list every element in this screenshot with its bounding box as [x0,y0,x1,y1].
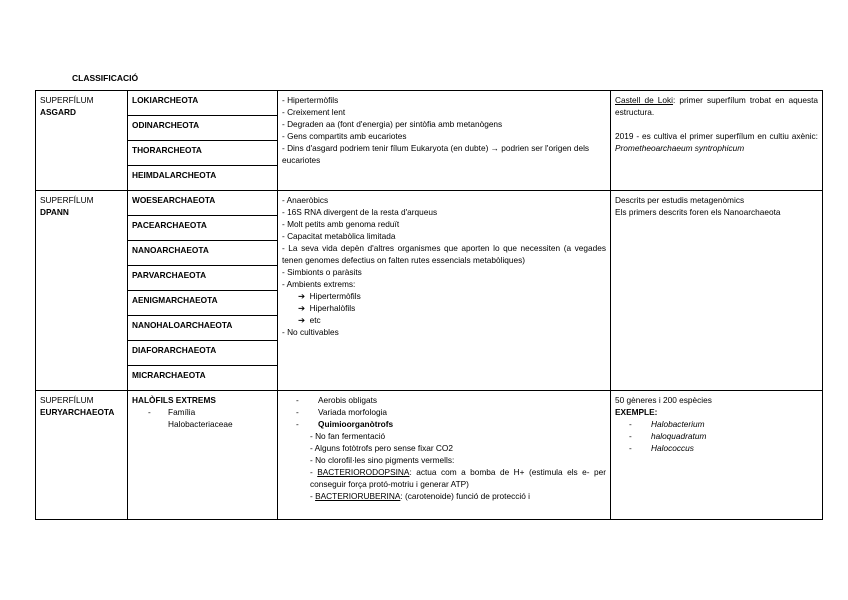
extreme-hipertermofils: ➔ Hipertermòfils [298,291,361,301]
family-name: Família Halobacteriaceae [168,407,233,429]
eury-traits [278,391,611,520]
asgard-notes [611,91,823,191]
asgard-note-2019: 2019 - es cultiva el primer superfílum en cultiu axènic: [615,131,818,141]
dpann-trait: - Simbionts o paràsits [282,267,362,277]
eury-subtrait: - No clorofil·les sino pigments vermells: [310,455,455,465]
asgard-trait: - Gens compartits amb eucariotes [282,131,407,141]
arrow-right-icon: ➔ [298,303,305,313]
asgard-traits [278,91,611,191]
eury-subtrait: - No fan fermentació [310,431,386,441]
eury-bacterioruberina: - BACTERIORUBERINA: (carotenoide) funció de protecció i [310,491,530,501]
halofils-extrems: HALÒFILS EXTREMS [132,395,216,405]
castell-de-loki-link: Castell de Loki [615,95,674,105]
eury-subtrait: - Alguns fotòtrofs pero sense fixar CO2 [310,443,453,453]
dpann-note: Descrits per estudis metagenòmics [615,195,745,205]
example-item: - Halococcus [629,443,694,453]
phylum-heimdalarcheota: HEIMDALARCHEOTA [128,166,278,191]
asgard-trait: - Hipertermòfils [282,95,339,105]
family-item [132,406,273,430]
arrow-right-icon: ➔ [298,291,305,301]
asgard-trait: - Creixement lent [282,107,346,117]
phylum-diaforarchaeota: DIAFORARCHAEOTA [128,341,278,366]
eury-trait: - Variada morfologia [296,407,388,417]
page-title: CLASSIFICACIÓ [72,73,139,83]
eury-example-label: EXEMPLE: [615,407,658,417]
phylum-nanohaloarchaeota: NANOHALOARCHAEOTA [128,316,278,341]
eury-trait: - Aerobis obligats [296,395,378,405]
asgard-name: ASGARD [40,107,76,117]
asgard-note-loki: : primer superfílum trobat en aquesta estructura. [615,95,819,117]
phylum-nanoarchaeota: NANOARCHAEOTA [128,241,278,266]
phylum-odinarcheota: ODINARCHEOTA [128,116,278,141]
dpann-trait: - Capacitat metabòlica limitada [282,231,396,241]
dpann-trait: - 16S RNA divergent de la resta d'arqueus [282,207,438,217]
extreme-hiperhalofils: ➔ Hiperhalòfils [298,303,356,313]
eury-group-cell [36,391,128,520]
asgard-group-cell [36,91,128,191]
extreme-etc: ➔ etc [298,315,321,325]
phylum-micrarchaeota: MICRARCHAEOTA [128,366,278,391]
phylum-parvarchaeota: PARVARCHAEOTA [128,266,278,291]
eury-name: EURYARCHAEOTA [40,407,115,417]
asgard-superfilum-label: SUPERFÍLUM [40,95,94,105]
asgard-trait: - Degraden aa (font d'energia) per sintòfia amb metanògens [282,119,503,129]
arrow-right-icon: ➔ [298,315,305,325]
asgard-row [36,91,823,116]
asgard-species: Prometheoarchaeum syntrophicum [615,143,745,153]
classification-table [35,90,823,520]
eury-notes [611,391,823,520]
dpann-group-cell [36,191,128,391]
dpann-traits [278,191,611,391]
example-item: - haloquadratum [629,431,707,441]
eury-group-desc [128,391,278,520]
euryarchaeota-row [36,391,823,520]
dpann-notes [611,191,823,391]
dpann-trait: - Molt petits amb genoma reduït [282,219,400,229]
eury-count: 50 gèneres i 200 espècies [615,395,712,405]
dpann-trait: - Anaeròbics [282,195,329,205]
eury-superfilum-label: SUPERFÍLUM [40,395,94,405]
family-dash: - [148,407,151,417]
phylum-aenigmarchaeota: AENIGMARCHAEOTA [128,291,278,316]
dpann-name: DPANN [40,207,69,217]
dpann-row [36,191,823,216]
dpann-trait: - Ambients extrems: [282,279,356,289]
dpann-trait-no-cultivables: - No cultivables [282,327,339,337]
phylum-thorarcheota: THORARCHEOTA [128,141,278,166]
phylum-woesearchaeota: WOESEARCHAEOTA [128,191,278,216]
eury-bacteriorodopsina: - BACTERIORODOPSINA: actua com a bomba de H+ (estimula els e- per conseguir força protó-motriu i generar ATP) [310,467,606,489]
eury-trait-chemo: - Quimioorganòtrofs [296,419,394,429]
dpann-note: Els primers descrits foren els Nanoarchaeota [615,207,781,217]
dpann-trait: - La seva vida depèn d'altres organismes que aporten lo que necessiten (a vegades tenen genomes defectius on falten rutes essencials metabòliques) [282,243,606,265]
phylum-lokiarcheota: LOKIARCHEOTA [128,91,278,116]
asgard-trait: - Dins d'asgard podriem tenir fílum Eukaryota (en dubte) → podrien ser l'origen dels eucariotes [282,143,590,165]
dpann-superfilum-label: SUPERFÍLUM [40,195,94,205]
example-item: - Halobacterium [629,419,705,429]
phylum-pacearchaeota: PACEARCHAEOTA [128,216,278,241]
